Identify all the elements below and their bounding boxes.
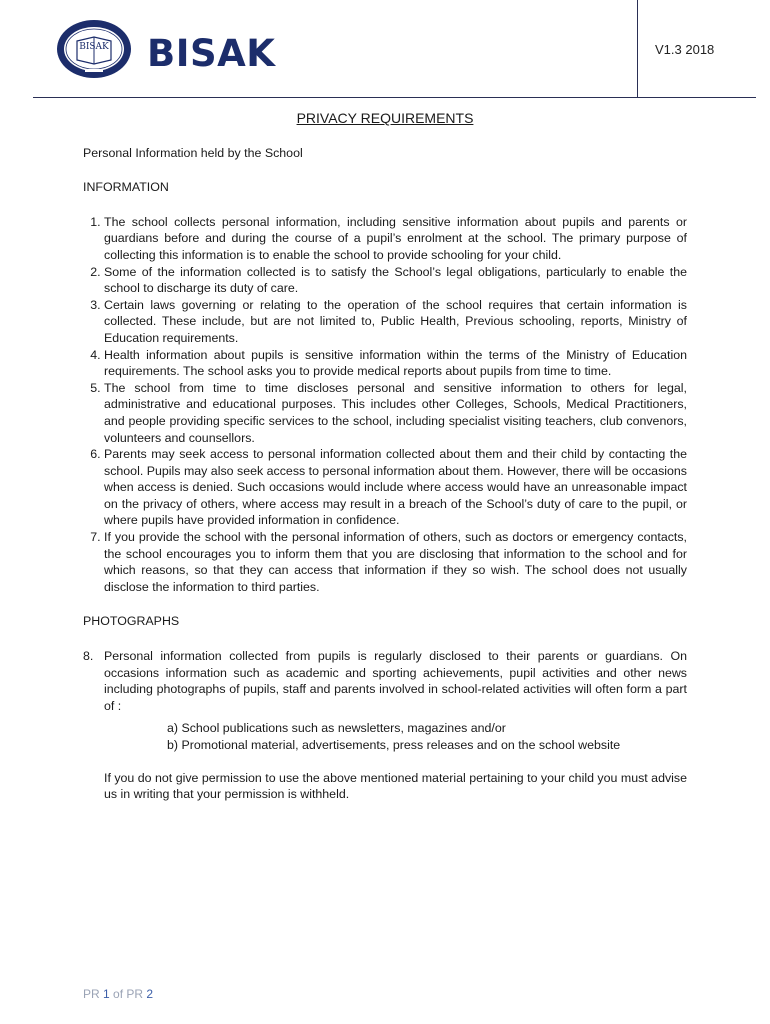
list-item: 3. Certain laws governing or relating to the operation of the school requires that certain information is collected. These include, but are not limited to, Public Health, Previous schooling, reports, Ministry of Education requirements. — [104, 297, 687, 347]
information-list — [83, 214, 687, 596]
sub-list — [167, 720, 687, 753]
permission-note: If you do not give permission to use the above mentioned material pertaining to your child you must advise us in writing that your permission is withheld. — [104, 770, 687, 802]
sub-item: a) School publications such as newsletters, magazines and/or — [167, 721, 506, 736]
footer-total-pages: 2 — [146, 987, 154, 1001]
header-divider-horizontal — [33, 97, 756, 98]
header-divider-vertical — [637, 0, 638, 97]
page-title: PRIVACY REQUIREMENTS — [296, 110, 474, 126]
page-footer — [83, 987, 153, 1001]
seal-text: BISAK — [79, 42, 109, 52]
list-item-number: 8. — [83, 649, 94, 664]
footer-prefix: PR — [83, 987, 100, 1001]
list-item: 5. The school from time to time discloses personal and sensitive information to others for legal, administrative and educational purposes. This includes other Colleges, Schools, Medical Practitioners, and people providing specific services to the school, including specialist visiting teachers, club convenors, volunteers and counsellors. — [104, 380, 687, 446]
list-item: 1. The school collects personal information, including sensitive information about pupils and parents or guardians before and during the course of a pupil’s enrolment at the school. The primary purpose of collecting this information is to enable the school to provide schooling for your child. — [104, 214, 687, 264]
footer-of-label: of PR — [113, 987, 144, 1001]
document-body — [83, 110, 687, 803]
list-item: 7. If you provide the school with the personal information of others, such as doctors or emergency contacts, the school encourages you to inform them that you are disclosing that information to the school and for which reasons, so that they can access that information if they so wish. The school does not usually disclose the information to third parties. — [104, 529, 687, 595]
school-seal-logo — [55, 18, 133, 80]
sub-item: b) Promotional material, advertisements, press releases and on the school website — [167, 738, 621, 752]
page-header — [0, 0, 770, 98]
section-heading-information: INFORMATION — [83, 180, 169, 195]
version-label: V1.3 2018 — [655, 42, 715, 57]
list-item: 2. Some of the information collected is to satisfy the School’s legal obligations, particularly to enable the school to discharge its duty of care. — [104, 264, 687, 297]
footer-page-number: 1 — [103, 987, 110, 1001]
list-item: 6. Parents may seek access to personal information collected about them and their child by contacting the school. Pupils may also seek access to personal information about them. However, there will be occasions when access is denied. Such occasions would include where access would have an unreasonable impact on the privacy of others, where access may result in a breach of the School’s duty of care to the pupil, or where pupils have provided information in confidence. — [104, 446, 687, 529]
list-item: 4. Health information about pupils is sensitive information within the terms of the Ministry of Education requirements. The school asks you to provide medical reports about pupils from time to time. — [104, 347, 687, 380]
section-heading-photographs: PHOTOGRAPHS — [83, 614, 180, 629]
intro-text: Personal Information held by the School — [83, 145, 303, 160]
list-item — [83, 648, 687, 714]
brand-name: BISAK — [147, 32, 276, 75]
list-item-text: Personal information collected from pupils is regularly disclosed to their parents or guardians. On occasions information such as academic and sporting achievements, pupil activities and other news including photographs of pupils, staff and parents involved in school-related activities will often form a part of : — [104, 649, 687, 713]
